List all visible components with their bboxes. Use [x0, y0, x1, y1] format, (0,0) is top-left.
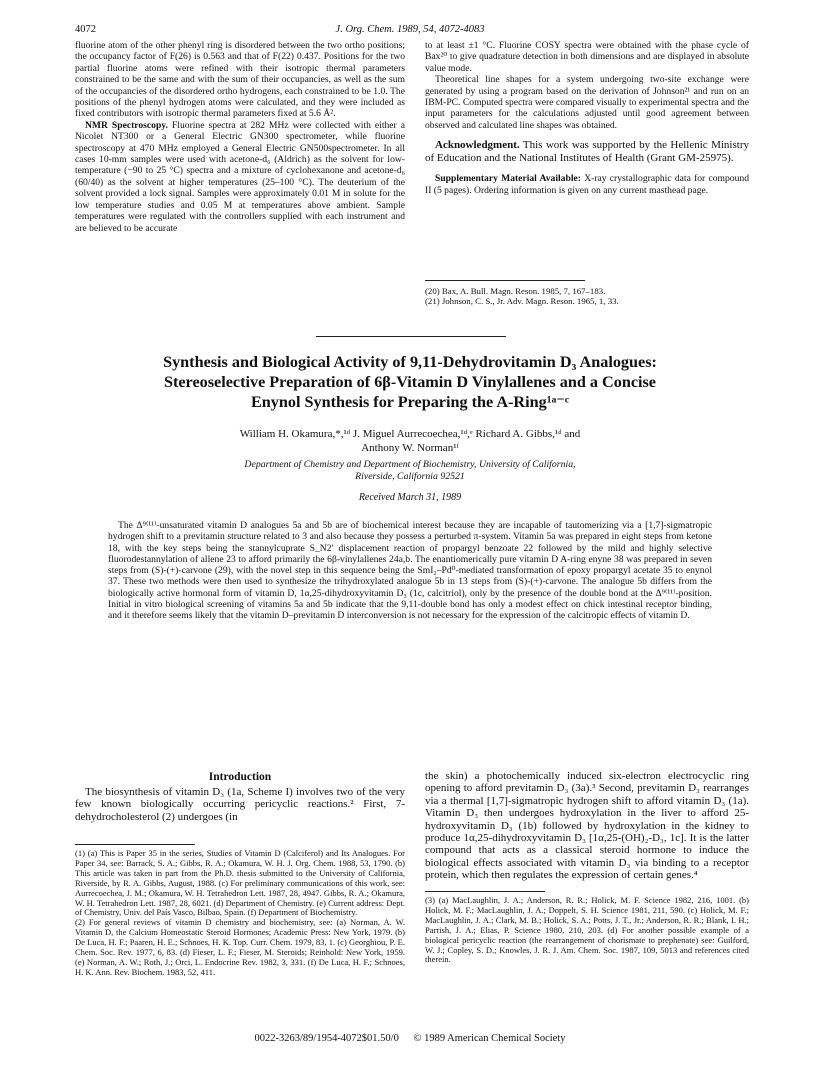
nmr-heading: NMR Spectroscopy.: [85, 119, 168, 131]
acknowledgment: [425, 139, 749, 165]
affiliation-line: Department of Chemistry and Department of Biochemistry, University of California,: [244, 459, 576, 470]
article-authors: [60, 428, 760, 455]
supplementary-material: [425, 173, 749, 196]
title-line: Enynol Synthesis for Preparing the A-Ring¹ᵃ⁻ᶜ: [250, 393, 570, 411]
introduction-right-column: [425, 770, 749, 882]
prev-article-paragraph: fluorine atom of the other phenyl ring is disordered between the two ortho positions; the occupancy factor of F(26) is 0.563 and that of F(22) 0.437. Positions for the two partial fluorine atoms were refined with their isotropic thermal parameters constrained to be the same and with the sum of their occupancies, as well as the sum of the occupancies of the disordered ortho hydrogens, each constrained to be 1.0. The positions of the phenyl hydrogen atoms were calculated, and they were included as fixed contributors with isotropic thermal parameters fixed at 5.6 Å².: [75, 40, 405, 120]
intro-paragraph: the skin) a photochemically induced six-electron electrocyclic ring opening to afford previtamin D₃ (3a).³ Second, previtamin D₃ rearranges via a thermal [1,7]-sigmatropic hydrogen shift to afford vitamin D₃ (1a). Vitamin D₃ then undergoes hydroxylation in the liver to afford 25-hydroxyvitamin D₃ (1b) followed by hydroxylation in the kidney to produce 1α,25-dihydroxyvitamin D₃ [1α,25-(OH)₂-D₃, 1c]. It is the latter compound that acts as a classical steroid hormone to induce the biological effects associated with vitamin D₃ via binding to a receptor protein, which then regulates the expression of certain genes.⁴: [425, 770, 749, 882]
prev-article-left-column: [75, 40, 405, 234]
footnote-rule: [75, 844, 195, 845]
footnotes-right: [425, 896, 749, 965]
footnote-item: (1) (a) This is Paper 35 in the series, Studies of Vitamin D (Calciferol) and Its Analogues. For Paper 34, see: Barrack, S. A.; Gibbs, R. A.; Okamura, W. H. J. Org. Chem. 1988, 53, 1790. (b) This article was taken in part from the Ph.D. thesis submitted to the University of California, Riverside, by R. A. Gibbs, August, 1988. (c) For preliminary communications of this work, see: Aurrecoechea, J. M.; Okamura, W. H. Tetrahedron Lett. 1987, 28, 4947. Gibbs, R. A.; Okamura, W. H. Tetrahedron Lett. 1987, 28, 6021. (d) Department of Chemistry. (e) Current address: Dept. of Chemistry, Univ. del País Vasco, Bilbao, Spain. (f) Department of Biochemistry.: [75, 848, 405, 918]
prev-article-right-column: [425, 40, 749, 196]
page-number: 4072: [75, 24, 96, 35]
intro-paragraph: The biosynthesis of vitamin D₃ (1a, Scheme I) involves two of the very few known biologically occurring pericyclic reactions.² First, 7-dehydrocholesterol (2) undergoes (in: [75, 786, 405, 823]
affiliation: [60, 459, 760, 482]
reference-rule: [425, 280, 585, 281]
article-title: [60, 352, 760, 412]
footnotes-left: [75, 849, 405, 978]
footnote-rule: [425, 891, 545, 892]
prev-article-paragraph: to at least ±1 °C. Fluorine COSY spectra were obtained with the phase cycle of Bax²⁰ to give quadrature detection in both dimensions and are displayed in absolute value mode.: [425, 40, 749, 74]
received-date: Received March 31, 1989: [358, 492, 462, 503]
journal-name: J. Org. Chem.: [335, 24, 395, 35]
supplementary-heading: Supplementary Material Available:: [435, 173, 581, 185]
reference-item: (20) Bax, A. Bull. Magn. Reson. 1985, 7, 167–183.: [425, 286, 606, 296]
nmr-text: Fluorine spectra at 282 MHz were collected with either a Nicolet NT300 or a General Electric GN300 spectrometer, while fluorine spectroscopy at 470 MHz employed a General Electric GN500spectrometer. In all cases 10-mm samples were used with acetone-d₆ (Aldrich) as the solvent for low-temperature (−90 to 25 °C) spectra and a mixture of cyclohexanone and acetone-d₆ (60/40) as the solvent at higher temperatures (25–100 °C). The deuterium of the solvent provided a lock signal. Samples were approximately 0.01 M in solute for the low temperature studies and 0.05 M at temperatures above ambient. Sample temperatures were regulated with the controllers supplied with each instrument and are believed to be accurate: [75, 119, 405, 234]
prev-article-paragraph: Theoretical line shapes for a system undergoing two-site exchange were generated by using a program based on the derivation of Johnson²¹ and run on an IBM-PC. Computed spectra were compared visually to experimental spectra and the input parameters for the calculations adjusted until good agreement between observed and calculated line shapes was obtained.: [425, 74, 749, 131]
section-heading-introduction: Introduction: [208, 771, 272, 783]
page-footer: [0, 1033, 820, 1044]
abstract: The Δ⁹⁽¹¹⁾-unsaturated vitamin D analogues 5a and 5b are of biochemical interest because they are incapable of tautomerizing via a [1,7]-sigmatropic hydrogen shift to a previtamin structure related to 3 and also because they possess a perturbed π-system. Vitamin 5a was prepared in eight steps from ketone 18, with the key steps being the stannylcuprate S_N2′ displacement reaction of propargyl benzoate 22 followed by the mild and highly selective fluorodestannylation of allene 23 to afford primarily the 6β-vinylallenes 24a,b. The enantiomerically pure vitamin D A-ring enyne 38 was prepared in seven steps from (S)-(+)-carvone (29), with the novel step in this sequence being the SmI₂–Pd⁰-mediated transformation of epoxy propargyl acetate 35 to enynol 37. These two methods were then used to synthesize the trihydroxylated analogue 5b in 13 steps from (S)-(+)-carvone. The analogue 5b differs from the biologically active hormonal form of vitamin D, 1α,25-dihydroxyvitamin D₃ (1c, calcitriol), only by the presence of the double bond at the Δ⁹⁽¹¹⁾-position. Initial in vitro biological screening of vitamins 5a and 5b indicate that the 9,11-double bond has only a modest effect on chick intestinal receptor binding, and it therefore seems likely that the vitamin D–previtamin D interconversion is not necessary for the expression of the calcitropic effects of vitamin D.: [108, 520, 712, 622]
prev-article-references: [425, 286, 749, 307]
running-header: [0, 24, 820, 35]
article-divider: [316, 336, 506, 337]
authors-line: Anthony W. Norman¹ᶠ: [361, 441, 459, 454]
acknowledgment-heading: Acknowledgment.: [435, 139, 520, 152]
acknowledgment-text: This work was supported by the Hellenic Ministry of Education and the National Institutes of Health (Grant GM-25975).: [425, 139, 749, 165]
footnote-item: (2) For general reviews of vitamin D chemistry and biochemistry, see: (a) Norman, A. W. Vitamin D, the Calcium Homeostatic Steroid Hormones; Academic Press: New York, 1979. (b) De Luca, H. F.; Paaren, H. E.; Schnoes, H. K. Top. Curr. Chem. 1979, 83, 1. (c) Georghiou, P. E. Chem. Soc. Rev. 1977, 6, 83. (d) Fieser, L. F.; Fieser, M. Steroids; Reinhold: New York, 1959. (e) Norman, A. W.; Roth, J.; Orci, L. Endocrine Rev. 1982, 3, 331. (f) De Luca, H. F.; Schnoes, H. K. Ann. Rev. Biochem. 1983, 52, 411.: [75, 917, 405, 977]
supplementary-text: X-ray crystallographic data for compound II (5 pages). Ordering information is given on any current masthead page.: [425, 173, 749, 196]
article-code: 0022-3263/89/1954-4072$01.50/0: [254, 1033, 399, 1044]
footnote-item: (3) (a) MacLaughlin, J. A.; Anderson, R. R.; Holick, M. F. Science 1982, 216, 1001. (b) Holick, M. F.; MacLaughlin, J. A.; Doppelt, S. H. Science 1981, 211, 590. (c) Holick, M. F.; MacLaughlin, J. A.; Clark, M. B.; Holick, S. A.; Potts, J. T., Jr.; Anderson, R. R.; Blank, I. H.; Parrish, J. A.; Elias, P. Science 1980, 210, 203. (d) For another possible example of a biological pericyclic reaction (the rearrangement of chorismate to prephenate) see: Guilford, W. J.; Copley, S. D.; Knowles, J. R. J. Am. Chem. Soc. 1987, 109, 5013 and references cited therein.: [425, 895, 749, 965]
nmr-paragraph: [75, 120, 405, 234]
copyright: © 1989 American Chemical Society: [413, 1033, 566, 1044]
title-line: Synthesis and Biological Activity of 9,11-Dehydrovitamin D₃ Analogues:: [163, 353, 657, 371]
authors-line: William H. Okamura,*,¹ᵈ J. Miguel Aurrecoechea,¹ᵈ,ᵉ Richard A. Gibbs,¹ᵈ and: [239, 428, 581, 440]
journal-volume: 1989, 54, 4072-4083: [396, 24, 485, 35]
affiliation-line: Riverside, California 92521: [355, 470, 465, 482]
introduction-left-column: [75, 786, 405, 823]
reference-item: (21) Johnson, C. S., Jr. Adv. Magn. Reson. 1965, 1, 33.: [425, 296, 619, 307]
title-line: Stereoselective Preparation of 6β-Vitamin D Vinylallenes and a Concise: [163, 373, 656, 391]
